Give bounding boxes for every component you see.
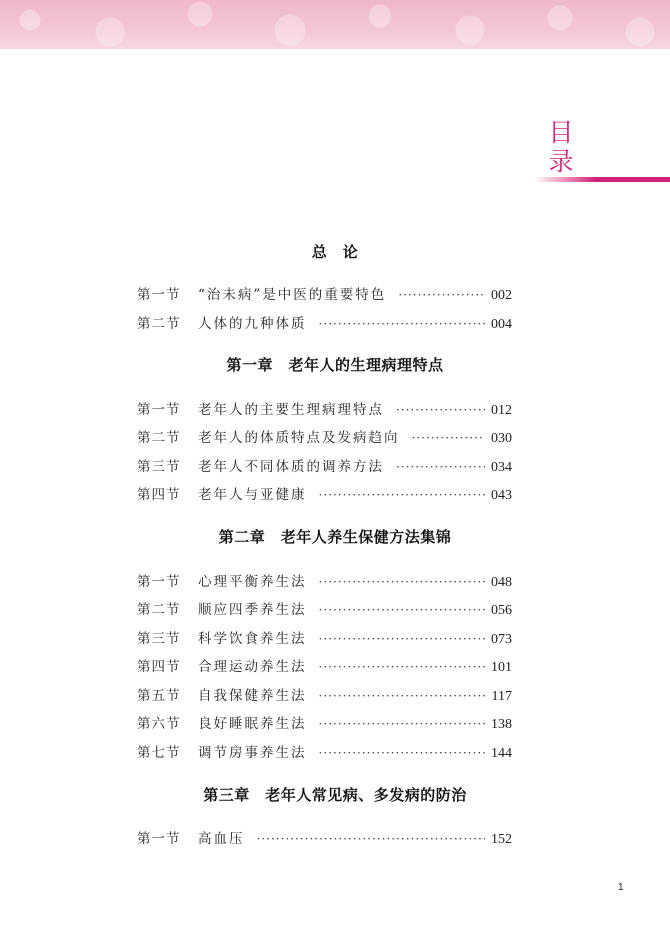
toc-entry[interactable] [137,627,512,645]
heading-rule [534,177,670,182]
entry-page: 004 [491,317,512,332]
toc-entry[interactable] [137,398,512,416]
entry-page: 144 [491,746,512,761]
toc-entry[interactable] [137,827,512,845]
leader-dots [319,575,486,589]
entry-title: 良好睡眠养生法 [198,716,307,732]
entry-title: 顺应四季养生法 [198,602,307,618]
leader-dots [257,832,486,846]
entry-title: 人体的九种体质 [198,316,307,332]
entry-page: 030 [491,431,512,446]
entry-page: 152 [491,832,512,847]
entry-title: 调节房事养生法 [198,745,307,761]
toc-entry[interactable] [137,684,512,702]
toc-entry[interactable] [137,483,512,501]
entry-page: 056 [491,603,512,618]
entry-title: 心理平衡养生法 [198,574,307,590]
leader-dots [319,632,486,646]
entry-number: 第二节 [137,316,181,332]
entry-title: 自我保健养生法 [198,688,307,704]
entry-number: 第四节 [137,487,181,503]
leader-dots [398,288,485,302]
entry-number: 第七节 [137,745,181,761]
toc-entry[interactable] [137,455,512,473]
entry-title: 老年人的体质特点及发病趋向 [198,430,400,446]
leader-dots [319,689,486,703]
entry-number: 第三节 [137,631,181,647]
entry-number: 第二节 [137,602,181,618]
entry-page: 043 [491,488,512,503]
leader-dots [412,431,486,445]
toc-entry[interactable] [137,312,512,330]
leader-dots [319,317,486,331]
entry-number: 第五节 [137,688,181,704]
section-title: 总 论 [311,243,359,261]
entry-page: 073 [491,632,512,647]
section-title: 第三章 老年人常见病、多发病的防治 [203,786,467,804]
toc-heading-char-1: 目 [548,118,574,147]
leader-dots [319,603,486,617]
toc-heading-char-2: 录 [548,147,574,176]
toc-entry[interactable] [137,598,512,616]
page-number: 1 [618,882,624,893]
entry-title: 老年人与亚健康 [198,487,307,503]
leader-dots [396,460,485,474]
entry-number: 第三节 [137,459,181,475]
entry-page: 048 [491,575,512,590]
section-title: 第二章 老年人养生保健方法集锦 [218,528,452,546]
entry-title: 合理运动养生法 [198,659,307,675]
decorative-header-band [0,0,670,49]
toc-heading [546,118,576,176]
entry-number: 第二节 [137,430,181,446]
entry-number: 第四节 [137,659,181,675]
toc-entry[interactable] [137,712,512,730]
entry-title: 高血压 [198,831,245,847]
leader-dots [319,746,486,760]
entry-title: “治未病”是中医的重要特色 [198,287,387,303]
entry-page: 034 [491,460,512,475]
entry-number: 第六节 [137,716,181,732]
entry-number: 第一节 [137,831,181,847]
entry-number: 第一节 [137,574,181,590]
leader-dots [319,660,486,674]
section-title: 第一章 老年人的生理病理特点 [226,356,444,374]
entry-page: 117 [491,689,512,704]
leader-dots [319,488,486,502]
entry-title: 老年人不同体质的调养方法 [198,459,384,475]
entry-title: 科学饮食养生法 [198,631,307,647]
entry-page: 002 [491,288,512,303]
toc-entry[interactable] [137,570,512,588]
leader-dots [319,717,486,731]
entry-title: 老年人的主要生理病理特点 [198,402,384,418]
leader-dots [396,403,485,417]
entry-page: 012 [491,403,512,418]
toc-entry[interactable] [137,283,512,301]
entry-page: 138 [491,717,512,732]
entry-number: 第一节 [137,402,181,418]
toc-entry[interactable] [137,426,512,444]
entry-page: 101 [491,660,512,675]
toc-entry[interactable] [137,741,512,759]
toc-entry[interactable] [137,655,512,673]
entry-number: 第一节 [137,287,181,303]
